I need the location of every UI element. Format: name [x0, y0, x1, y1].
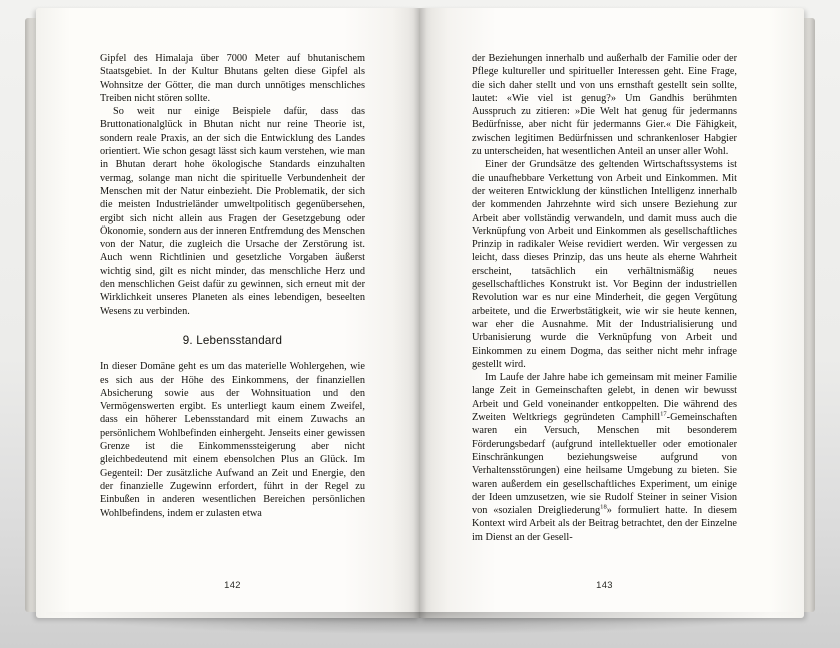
page-right: [420, 8, 804, 618]
section-heading: 9. Lebensstandard: [182, 333, 283, 347]
paragraph: Im Laufe der Jahre habe ich gemeinsam mit meiner Familie lange Zeit in Gemeinschaften gelebt, in denen wir bewusst Arbeit und Geld voneinander entkoppelten. Die während des Zweiten Weltkriegs gegründeten Camphill$^{17}$-Gemeinschaften waren ein Versuch, Menschen mit besonderem Förderungsbedarf (aufgrund intellektueller oder emotionaler Einschränkungen beziehungsweise aufgrund von Verhaltensstörungen) eine heilsame Umgebung zu bieten. Sie waren außerdem ein gesellschaftliches Experiment, um einige der Ideen umzusetzen, wie sie Rudolf Steiner in seiner Vision von «sozialen Dreigliederung$^{18}$» formuliert hatte. In diesem Kontext wird Arbeit als der Beitrag betrachtet, den der Einzelne im Dienst an der Gesell-: [472, 372, 737, 543]
text-column-right: [472, 52, 737, 544]
page-left: [36, 8, 420, 618]
text-column-left: [100, 52, 365, 520]
paragraph: Gipfel des Himalaja über 7000 Meter auf bhutanischem Staatsgebiet. In der Kultur Bhutans gelten diese Gipfel als Wohnsitze der Götter, die man durch unnötiges menschliches Treiben nicht stören sollte.: [100, 53, 365, 104]
page-edge-right: [803, 18, 815, 612]
page-number-left: 142: [224, 579, 241, 590]
paragraph: So weit nur einige Beispiele dafür, dass das Bruttonationalglück in Bhutan nicht nur reine Theorie ist, sondern reale Praxis, an der sich die Entwicklung des Landes orientiert. Wie schon gesagt lässt sich kaum verstehen, wie man in Bhutan derart hohe ökologische Standards einzuhalten vermag, solange man nicht die spirituelle Verbundenheit der Menschen mit der Natur einbezieht. Die Problematik, der sich die meisten Industrieländer umweltpolitisch gegenübersehen, ergibt sich nicht allein aus Fragen der Gesetzgebung oder Ökonomie, sondern aus der inneren Entfremdung des Menschen von der Natur, die zugleich die Ursache der Zerstörung ist. Auch wenn Richtlinien und gesetzliche Vorgaben äußerst wichtig sind, gilt es nicht minder, das menschliche Herz und den menschlichen Geist dafür zu gewinnen, sich erneut mit der Wirklichkeit unseres Planeten als eines lebendigen, beseelten Wesens zu verbinden.: [100, 106, 365, 317]
paragraph: der Beziehungen innerhalb und außerhalb der Familie oder der Pflege kultureller und spiritueller Interessen geht. Eine Frage, die sich daher stellt und von uns ernsthaft gestellt sein sollte, lautet: «Wie viel ist genug?» Um Gandhis berühmten Ausspruch zu zitieren: »Die Welt hat genug für jedermanns Bedürfnisse, aber nicht für jedermanns Gier.« Die Fähigkeit, zwischen legitimen Bedürfnissen und schrankenloser Habgier zu unterscheiden, hat wesentlichen Anteil an unser aller Wohl.: [472, 53, 737, 158]
paragraph: Einer der Grundsätze des geltenden Wirtschaftssystems ist die unaufhebbare Verkettung von Arbeit und Einkommen. Mit der weiteren Entwicklung der künstlichen Intelligenz innerhalb der kommenden Jahrzehnte wird sich unsere Beziehung zur Arbeit aber vollständig verwandeln, und damit muss auch die Verknüpfung von Arbeit und Einkommen als gesellschaftliches Prinzip in radikaler Weise revidiert werden. Wir vergessen zu leicht, dass dieses Prinzip, das uns heute als eherne Wahrheit erscheint, tatsächlich ein verhältnismäßig neues gesellschaftliches Konstrukt ist. Vor Beginn der industriellen Revolution war es nur eine Minderheit, die gegen Vergütung arbeitete, und die Erwerbstätigkeit, wie wir sie heute kennen, war eher die Ausnahme. Mit der Industrialisierung und Urbanisierung wurde die Verknüpfung von Arbeit und Einkommen zu einem Dogma, das seither nicht mehr infrage gestellt wird.: [472, 159, 737, 370]
page-number-right: 143: [596, 579, 613, 590]
paragraph: In dieser Domäne geht es um das materielle Wohlergehen, wie es sich aus der Höhe des Einkommens, der finanziellen Absicherung sowie aus der Wohnsituation und den Vermögenswerten ergibt. Es unterliegt kaum einem Zweifel, dass ein höherer Lebensstandard mit einem Zuwachs an persönlichem Wohlbefinden einhergeht. Jenseits einer gewissen Grenze ist die Einkommenssteigerung aber nicht gleichbedeutend mit einem ebensolchen Plus an Glück. Im Gegenteil: Der zusätzliche Aufwand an Zeit und Energie, den der finanzielle Zugewinn erfordert, führt in der Regel zu Einbußen in anderen wesentlichen Bereichen persönlichen Wohlbefindens, indem er zulasten etwa: [100, 361, 365, 519]
open-book: [36, 8, 804, 632]
